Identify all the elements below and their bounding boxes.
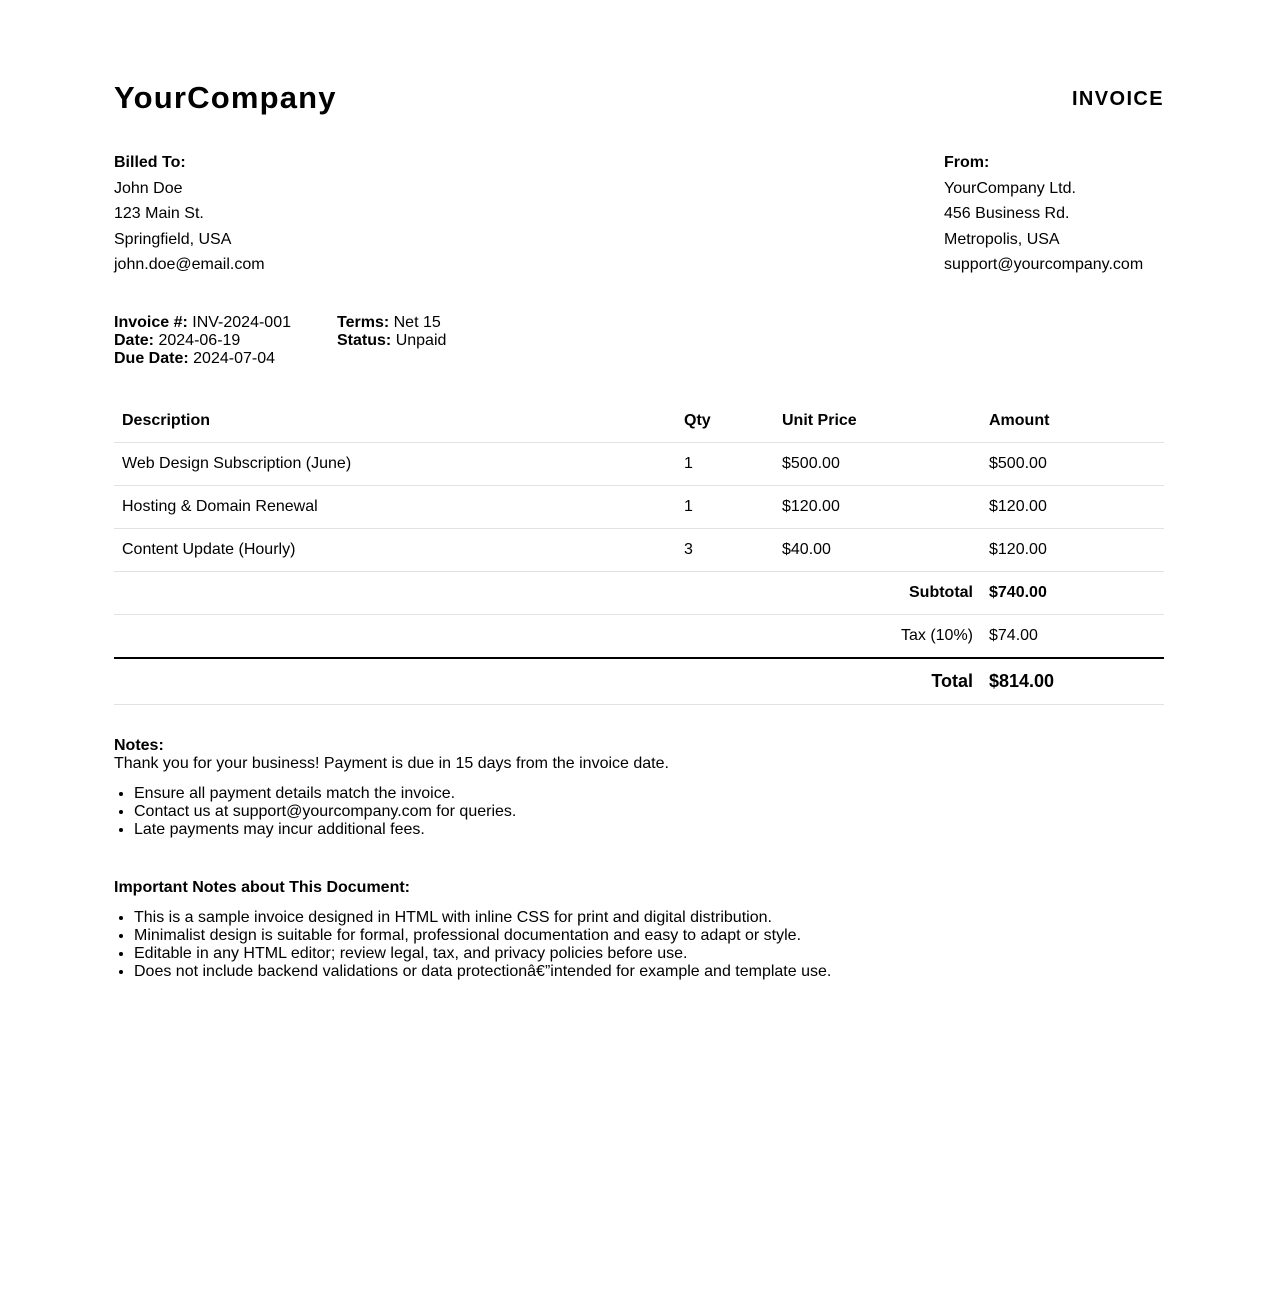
subtotal-value: $740.00 xyxy=(981,572,1164,615)
total-row xyxy=(114,658,1164,705)
item-qty: 1 xyxy=(676,486,774,529)
terms-row xyxy=(337,314,446,332)
invoice-meta-right xyxy=(337,314,446,350)
table-row xyxy=(114,486,1164,529)
item-qty: 1 xyxy=(676,443,774,486)
billed-to-street: 123 Main St. xyxy=(114,205,204,222)
total-label: Total xyxy=(114,658,981,705)
item-description: Hosting & Domain Renewal xyxy=(114,486,676,529)
item-description: Content Update (Hourly) xyxy=(114,529,676,572)
table-row xyxy=(114,443,1164,486)
billed-to-block xyxy=(114,150,265,278)
item-unit-price: $120.00 xyxy=(774,486,981,529)
list-item: • Ensure all payment details match the invoice. xyxy=(134,785,669,803)
invoice-number-row xyxy=(114,314,291,332)
invoice-date-label: Date: xyxy=(114,332,155,349)
list-item: • Late payments may incur additional fees. xyxy=(134,821,669,839)
total-value: $814.00 xyxy=(981,658,1164,705)
important-notes-heading: Important Notes about This Document: xyxy=(114,879,410,896)
tax-row xyxy=(114,615,1164,659)
from-city: Metropolis, USA xyxy=(944,230,1060,248)
column-header-qty: Qty xyxy=(676,400,774,443)
column-header-description: Description xyxy=(114,400,676,443)
column-header-unit-price: Unit Price xyxy=(774,400,981,443)
important-notes-section xyxy=(114,879,831,981)
billed-to-heading: Billed To: xyxy=(114,154,186,171)
important-notes-list xyxy=(114,909,831,981)
notes-section xyxy=(114,737,669,839)
item-qty: 3 xyxy=(676,529,774,572)
item-amount: $120.00 xyxy=(981,529,1164,572)
tax-label: Tax (10%) xyxy=(114,615,981,659)
notes-heading: Notes: xyxy=(114,737,164,754)
status-value: Unpaid xyxy=(395,332,447,349)
list-item: • Does not include backend validations or data protectionâ€”intended for example and template use. xyxy=(134,963,831,981)
company-brand: YourCompany xyxy=(114,80,337,115)
invoice-date-value: 2024-06-19 xyxy=(158,332,241,349)
table-header-row xyxy=(114,400,1164,443)
invoice-date-row xyxy=(114,332,291,350)
billed-to-city: Springfield, USA xyxy=(114,230,232,248)
notes-list xyxy=(114,785,669,839)
due-date-label: Due Date: xyxy=(114,350,189,367)
item-unit-price: $500.00 xyxy=(774,443,981,486)
list-item: • Contact us at support@yourcompany.com for queries. xyxy=(134,803,669,821)
item-unit-price: $40.00 xyxy=(774,529,981,572)
item-amount: $120.00 xyxy=(981,486,1164,529)
from-heading: From: xyxy=(944,154,990,171)
billed-to-name: John Doe xyxy=(114,179,183,197)
list-item: • This is a sample invoice designed in HTML with inline CSS for print and digital distribution. xyxy=(134,909,831,927)
status-row xyxy=(337,332,446,350)
list-item: • Editable in any HTML editor; review legal, tax, and privacy policies before use. xyxy=(134,945,831,963)
table-row xyxy=(114,529,1164,572)
from-email: support@yourcompany.com xyxy=(944,256,1144,273)
terms-label: Terms: xyxy=(337,314,390,331)
from-company: YourCompany Ltd. xyxy=(944,179,1076,197)
status-label: Status: xyxy=(337,332,392,349)
from-street: 456 Business Rd. xyxy=(944,205,1070,222)
terms-value: Net 15 xyxy=(393,314,441,331)
invoice-number-label: Invoice #: xyxy=(114,314,188,331)
invoice-number-value: INV-2024-001 xyxy=(192,314,291,331)
subtotal-label: Subtotal xyxy=(114,572,981,615)
invoice-title: INVOICE xyxy=(1071,88,1164,110)
column-header-amount: Amount xyxy=(981,400,1164,443)
line-items-table xyxy=(114,400,1164,705)
item-amount: $500.00 xyxy=(981,443,1164,486)
invoice-meta-left xyxy=(114,314,291,368)
list-item: • Minimalist design is suitable for formal, professional documentation and easy to adapt or style. xyxy=(134,927,831,945)
item-description: Web Design Subscription (June) xyxy=(114,443,676,486)
from-block xyxy=(944,150,1143,278)
billed-to-email: john.doe@email.com xyxy=(114,256,265,273)
subtotal-row xyxy=(114,572,1164,615)
tax-value: $74.00 xyxy=(981,615,1164,659)
due-date-value: 2024-07-04 xyxy=(193,350,275,367)
due-date-row xyxy=(114,350,291,368)
notes-text: Thank you for your business! Payment is due in 15 days from the invoice date. xyxy=(114,755,669,772)
